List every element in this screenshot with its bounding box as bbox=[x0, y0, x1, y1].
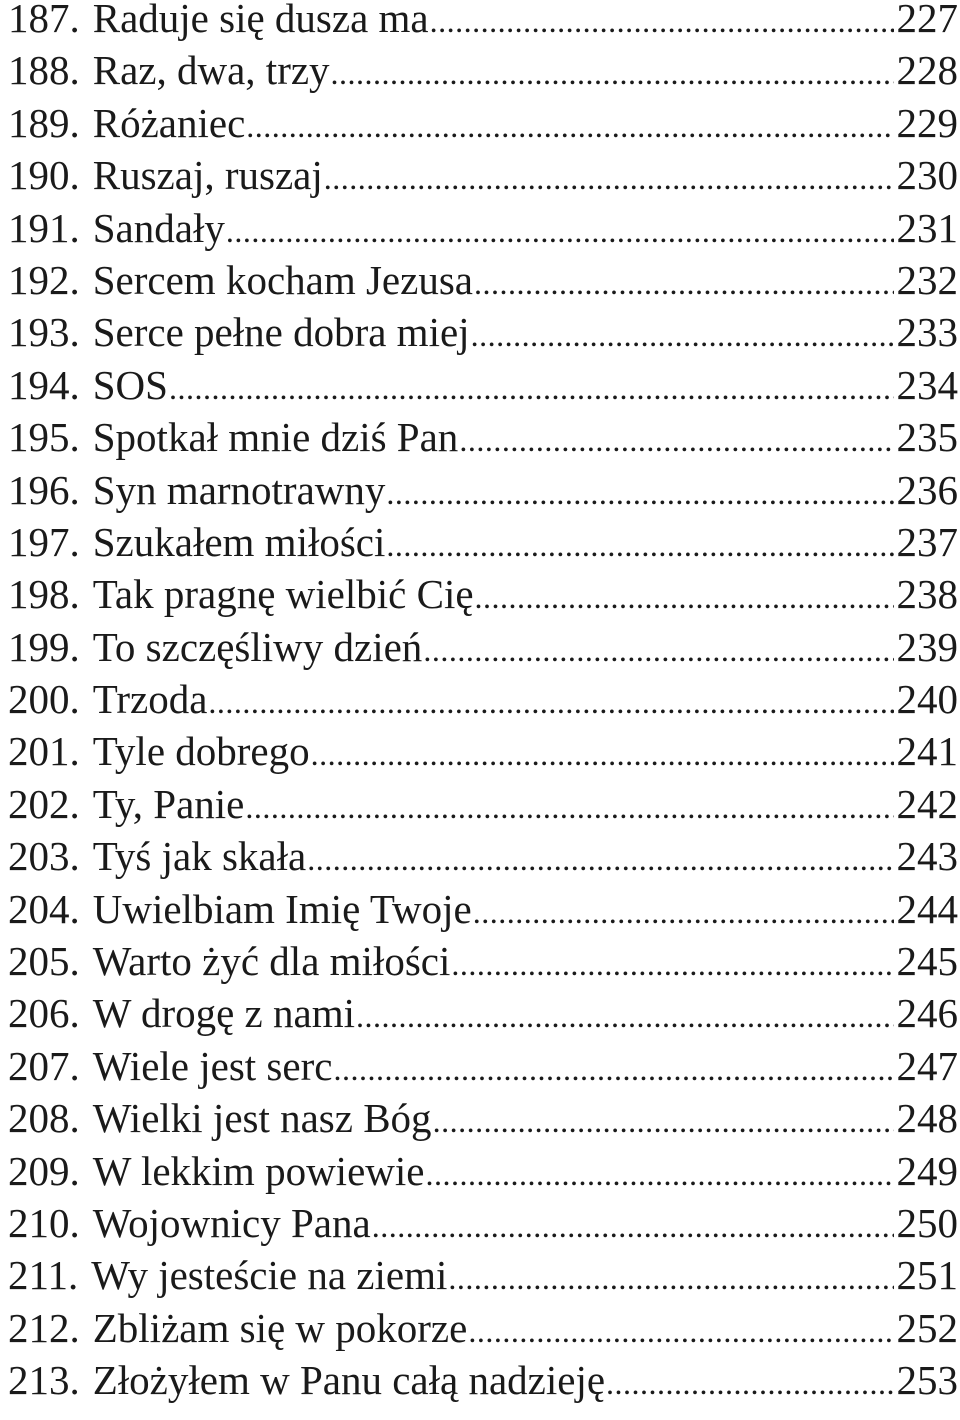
entry-number: 206. bbox=[8, 990, 80, 1037]
entry-number: 201. bbox=[8, 728, 80, 775]
entry-page-number: 244 bbox=[896, 885, 958, 932]
toc-entry bbox=[8, 1354, 958, 1406]
dot-leader bbox=[226, 205, 894, 254]
entry-page-number: 232 bbox=[896, 256, 958, 303]
entry-page-number: 252 bbox=[896, 1304, 958, 1351]
entry-number: 190. bbox=[8, 152, 80, 199]
dot-leader bbox=[311, 728, 894, 777]
entry-title: Raduje się dusza ma bbox=[92, 0, 429, 41]
entry-number: 189. bbox=[8, 99, 80, 146]
entry-page-number: 236 bbox=[896, 466, 958, 513]
dot-leader bbox=[474, 257, 894, 306]
entry-title: Warto żyć dla miłości bbox=[92, 938, 451, 985]
toc-entry bbox=[8, 516, 958, 568]
toc-entry bbox=[8, 987, 958, 1039]
entry-number: 187. bbox=[8, 0, 80, 41]
entry-page-number: 234 bbox=[896, 361, 958, 408]
toc-entry bbox=[8, 359, 958, 411]
dot-leader bbox=[386, 519, 893, 568]
dot-leader bbox=[169, 362, 894, 411]
entry-page-number: 243 bbox=[896, 833, 958, 880]
entry-title: Wojownicy Pana bbox=[92, 1199, 371, 1246]
dot-leader bbox=[333, 1043, 893, 1092]
entry-page-number: 227 bbox=[896, 0, 958, 41]
entry-title: Syn marnotrawny bbox=[92, 466, 386, 513]
dot-leader bbox=[372, 1200, 894, 1249]
entry-page-number: 247 bbox=[896, 1042, 958, 1089]
entry-page-number: 238 bbox=[896, 571, 958, 618]
entry-number: 204. bbox=[8, 885, 80, 932]
dot-leader bbox=[208, 676, 893, 725]
entry-number: 191. bbox=[8, 204, 80, 251]
entry-title: Tak pragnę wielbić Cię bbox=[92, 571, 474, 618]
dot-leader bbox=[433, 1095, 894, 1144]
entry-title: Ruszaj, ruszaj bbox=[92, 152, 323, 199]
entry-page-number: 248 bbox=[896, 1095, 958, 1142]
entry-page-number: 233 bbox=[896, 309, 958, 356]
entry-number: 194. bbox=[8, 361, 80, 408]
toc-entry bbox=[8, 830, 958, 882]
entry-number: 200. bbox=[8, 676, 80, 723]
entry-number: 188. bbox=[8, 47, 80, 94]
entry-title: Uwielbiam Imię Twoje bbox=[92, 885, 472, 932]
dot-leader bbox=[468, 1305, 893, 1354]
entry-title: Szukałem miłości bbox=[92, 518, 386, 565]
entry-number: 213. bbox=[8, 1357, 80, 1404]
toc-entry bbox=[8, 725, 958, 777]
entry-number: 208. bbox=[8, 1095, 80, 1142]
dot-leader bbox=[331, 47, 894, 96]
entry-number: 199. bbox=[8, 623, 80, 670]
dot-leader bbox=[245, 781, 893, 830]
toc-entry bbox=[8, 935, 958, 987]
toc-entry bbox=[8, 202, 958, 254]
entry-title: W lekkim powiewie bbox=[92, 1147, 425, 1194]
dot-leader bbox=[423, 624, 893, 673]
entry-title: Trzoda bbox=[92, 676, 208, 723]
entry-page-number: 250 bbox=[896, 1199, 958, 1246]
entry-title: Ty, Panie bbox=[92, 780, 245, 827]
entry-page-number: 229 bbox=[896, 99, 958, 146]
toc-entry bbox=[8, 97, 958, 149]
entry-title: Spotkał mnie dziś Pan bbox=[92, 414, 459, 461]
toc-entry bbox=[8, 149, 958, 201]
entry-title: Wiele jest serc bbox=[92, 1042, 333, 1089]
toc-entry bbox=[8, 0, 958, 44]
entry-number: 196. bbox=[8, 466, 80, 513]
toc-entry bbox=[8, 673, 958, 725]
entry-number: 211. bbox=[8, 1252, 79, 1299]
dot-leader bbox=[473, 886, 894, 935]
entry-number: 198. bbox=[8, 571, 80, 618]
entry-page-number: 249 bbox=[896, 1147, 958, 1194]
toc-entry bbox=[8, 254, 958, 306]
toc-entry bbox=[8, 883, 958, 935]
entry-number: 197. bbox=[8, 518, 80, 565]
entry-number: 210. bbox=[8, 1199, 80, 1246]
entry-number: 209. bbox=[8, 1147, 80, 1194]
toc-entry bbox=[8, 1092, 958, 1144]
table-of-contents bbox=[8, 0, 958, 1407]
dot-leader bbox=[448, 1252, 893, 1301]
dot-leader bbox=[246, 100, 893, 149]
entry-page-number: 242 bbox=[896, 780, 958, 827]
toc-entry bbox=[8, 306, 958, 358]
dot-leader bbox=[430, 0, 894, 44]
entry-page-number: 228 bbox=[896, 47, 958, 94]
dot-leader bbox=[324, 152, 894, 201]
entry-page-number: 241 bbox=[896, 728, 958, 775]
dot-leader bbox=[459, 414, 893, 463]
toc-entry bbox=[8, 1145, 958, 1197]
entry-number: 212. bbox=[8, 1304, 80, 1351]
entry-title: Sercem kocham Jezusa bbox=[92, 256, 473, 303]
entry-page-number: 253 bbox=[896, 1357, 958, 1404]
entry-title: Sandały bbox=[92, 204, 225, 251]
entry-title: Złożyłem w Panu całą nadzieję bbox=[92, 1357, 606, 1404]
entry-number: 207. bbox=[8, 1042, 80, 1089]
entry-title: Raz, dwa, trzy bbox=[92, 47, 330, 94]
entry-title: SOS bbox=[92, 361, 168, 408]
entry-title: To szczęśliwy dzień bbox=[92, 623, 423, 670]
entry-page-number: 235 bbox=[896, 414, 958, 461]
toc-entry bbox=[8, 621, 958, 673]
entry-page-number: 240 bbox=[896, 676, 958, 723]
entry-number: 193. bbox=[8, 309, 80, 356]
entry-title: Serce pełne dobra miej bbox=[92, 309, 470, 356]
entry-title: Wy jesteście na ziemi bbox=[91, 1252, 448, 1299]
dot-leader bbox=[425, 1148, 893, 1197]
entry-page-number: 245 bbox=[896, 938, 958, 985]
entry-title: Zbliżam się w pokorze bbox=[92, 1304, 468, 1351]
entry-title: Tyś jak skała bbox=[92, 833, 307, 880]
toc-entry bbox=[8, 464, 958, 516]
toc-entry bbox=[8, 44, 958, 96]
toc-entry bbox=[8, 1197, 958, 1249]
entry-page-number: 251 bbox=[896, 1252, 958, 1299]
dot-leader bbox=[475, 571, 894, 620]
entry-number: 192. bbox=[8, 256, 80, 303]
entry-number: 202. bbox=[8, 780, 80, 827]
entry-title: Różaniec bbox=[92, 99, 246, 146]
entry-title: W drogę z nami bbox=[92, 990, 355, 1037]
entry-page-number: 239 bbox=[896, 623, 958, 670]
entry-page-number: 231 bbox=[896, 204, 958, 251]
dot-leader bbox=[386, 467, 893, 516]
toc-entry bbox=[8, 778, 958, 830]
toc-entry bbox=[8, 568, 958, 620]
entry-page-number: 237 bbox=[896, 518, 958, 565]
entry-number: 203. bbox=[8, 833, 80, 880]
dot-leader bbox=[451, 938, 893, 987]
dot-leader bbox=[606, 1357, 893, 1406]
dot-leader bbox=[356, 990, 894, 1039]
entry-title: Tyle dobrego bbox=[92, 728, 310, 775]
entry-title: Wielki jest nasz Bóg bbox=[92, 1095, 432, 1142]
entry-number: 205. bbox=[8, 938, 80, 985]
toc-entry bbox=[8, 1040, 958, 1092]
dot-leader bbox=[471, 309, 894, 358]
entry-page-number: 246 bbox=[896, 990, 958, 1037]
toc-entry bbox=[8, 1249, 958, 1301]
toc-entry bbox=[8, 411, 958, 463]
dot-leader bbox=[307, 833, 893, 882]
entry-number: 195. bbox=[8, 414, 80, 461]
entry-page-number: 230 bbox=[896, 152, 958, 199]
toc-entry bbox=[8, 1302, 958, 1354]
